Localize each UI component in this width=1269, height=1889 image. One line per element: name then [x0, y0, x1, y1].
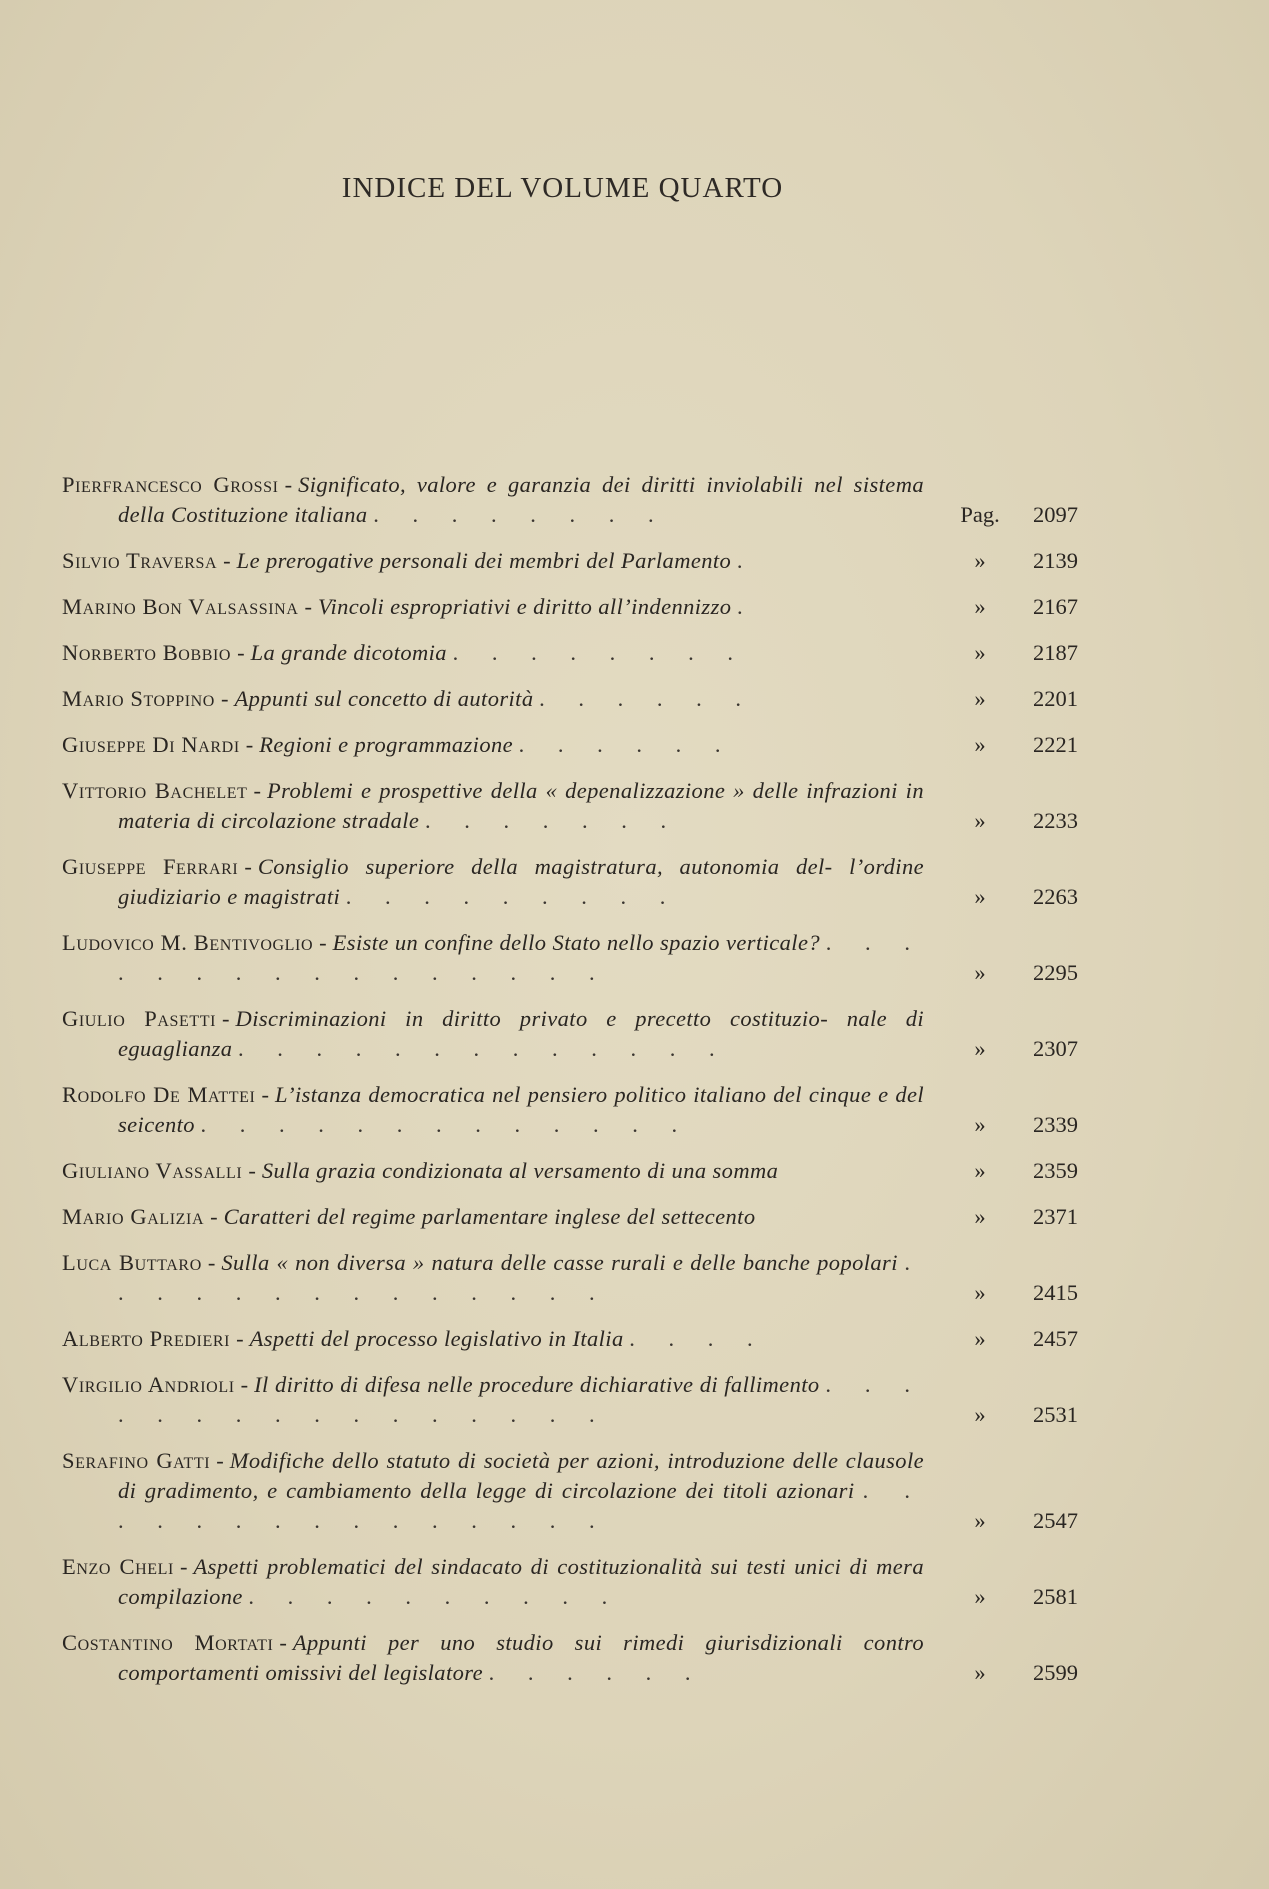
dot-leader: . . . . . . . . . . . . .: [238, 1036, 729, 1061]
entry-separator: -: [216, 1448, 224, 1473]
toc-entry-text: [62, 470, 924, 530]
toc-entry-text: [62, 730, 924, 760]
entry-author: Luca Buttaro: [62, 1250, 202, 1275]
page-label: »: [974, 1112, 986, 1137]
entry-author: Giuseppe Ferrari: [62, 854, 239, 879]
toc-entry-text: [62, 1248, 924, 1308]
toc-entry: [62, 1156, 1082, 1186]
toc-entry: [62, 684, 1082, 714]
toc-entry: [62, 470, 1082, 530]
dot-leader: . . . . . . . . . . . . .: [200, 1112, 692, 1137]
entry-title: Regioni e programmazione: [259, 732, 514, 757]
entry-separator: -: [223, 548, 231, 573]
entry-separator: -: [179, 1554, 188, 1579]
entry-author: Enzo Cheli: [62, 1554, 174, 1579]
page-number: 2457: [1033, 1326, 1078, 1351]
dot-leader: . . . . . .: [539, 686, 755, 711]
toc-entry: [62, 1446, 1082, 1536]
toc-entry-text: [62, 1156, 924, 1186]
entry-author: Costantino Mortati: [62, 1630, 274, 1655]
entry-title: Aspetti del processo legislativo in Italia: [249, 1326, 624, 1351]
toc-entry: [62, 1370, 1082, 1430]
dot-leader: . . . . . . . . . .: [248, 1584, 622, 1609]
entry-author: Giuliano Vassalli: [62, 1158, 243, 1183]
toc-entry-text: [62, 1628, 924, 1688]
page-number: 2139: [1033, 548, 1078, 573]
entry-title: Aspetti problematici del sindacato di costituzionalità sui testi unici di mera compilazione: [118, 1554, 924, 1609]
entry-title: Le prerogative personali dei membri del Parlamento: [236, 548, 732, 573]
dot-leader: .: [736, 548, 757, 573]
page-number: 2415: [1033, 1280, 1078, 1305]
page-label: »: [974, 1584, 986, 1609]
page-number: 2167: [1033, 594, 1078, 619]
entry-title: Modifiche dello statuto di società per azioni, introduzione delle clausole di gradimento, e cambiamento della legge di circolazione dei titoli azionari: [118, 1448, 924, 1503]
page-label: »: [974, 1280, 986, 1305]
entry-author: Pierfrancesco Grossi: [62, 472, 279, 497]
toc-entry: [62, 1004, 1082, 1064]
entry-title: Vincoli espropriativi e diritto all’indennizzo: [318, 594, 732, 619]
entry-title: Consiglio superiore della magistratura, autonomia del- l’ordine giudiziario e magistrati: [118, 854, 924, 909]
entry-title: Sulla grazia condizionata al versamento di una somma: [261, 1158, 779, 1183]
toc-entry-text: [62, 1370, 924, 1430]
entry-separator: -: [248, 1158, 256, 1183]
dot-leader: . . . . . .: [518, 732, 735, 757]
entry-title: Esiste un confine dello Stato nello spazio verticale?: [332, 930, 820, 955]
toc-entry-text: [62, 1202, 924, 1232]
dot-leader: . . . . . . . . . . . . . . . .: [118, 1372, 925, 1427]
page-number: 2339: [1033, 1112, 1078, 1137]
entry-separator: -: [279, 1630, 287, 1655]
entry-separator: -: [253, 778, 262, 803]
entry-author: Mario Stoppino: [62, 686, 215, 711]
page-number: 2295: [1033, 960, 1078, 985]
entry-separator: -: [319, 930, 327, 955]
toc-entry-text: [62, 592, 924, 622]
toc-entry-text: [62, 776, 924, 836]
entry-separator: -: [261, 1082, 269, 1107]
page-number: 2263: [1033, 884, 1078, 909]
page-label: »: [974, 1326, 986, 1351]
page-number: 2221: [1033, 732, 1078, 757]
page-label: »: [974, 960, 986, 985]
page-number: 2359: [1033, 1158, 1078, 1183]
entry-separator: -: [207, 1250, 216, 1275]
toc-entry-text: [62, 546, 924, 576]
toc-entry-text: [62, 638, 924, 668]
entry-title: Sulla « non diversa » natura delle casse rurali e delle banche popolari: [221, 1250, 898, 1275]
dot-leader: . . . . . . . .: [373, 502, 668, 527]
page-number: 2581: [1033, 1584, 1078, 1609]
entry-author: Virgilio Andrioli: [62, 1372, 235, 1397]
page-label: »: [974, 808, 986, 833]
entry-author: Marino Bon Valsassina: [62, 594, 299, 619]
page-number: 2547: [1033, 1508, 1078, 1533]
entry-separator: -: [222, 1006, 230, 1031]
entry-separator: -: [245, 732, 254, 757]
toc-entry-text: [62, 684, 924, 714]
entry-title: L’istanza democratica nel pensiero politico italiano del cinque e del seicento: [118, 1082, 925, 1137]
entry-author: Ludovico M. Bentivoglio: [62, 930, 314, 955]
toc-entry-text: [62, 1004, 924, 1064]
toc-entry: [62, 1202, 1082, 1232]
entry-separator: -: [236, 1326, 244, 1351]
page-label: »: [974, 594, 986, 619]
dot-leader: . . . . . . . . .: [345, 884, 680, 909]
toc-entry: [62, 928, 1082, 988]
entry-author: Giuseppe Di Nardi: [62, 732, 240, 757]
entry-title: Caratteri del regime parlamentare inglese del settecento: [223, 1204, 756, 1229]
page-label: »: [974, 640, 986, 665]
entry-author: Vittorio Bachelet: [62, 778, 248, 803]
page-number: 2097: [1033, 502, 1078, 527]
page-number: 2599: [1033, 1660, 1078, 1685]
toc-entry-text: [62, 928, 924, 988]
entry-separator: -: [240, 1372, 249, 1397]
entry-author: Giulio Pasetti: [62, 1006, 217, 1031]
entry-author: Alberto Predieri: [62, 1326, 231, 1351]
dot-leader: . . . . . .: [488, 1660, 705, 1685]
entry-title: Discriminazioni in diritto privato e precetto costituzio- nale di eguaglianza: [118, 1006, 925, 1061]
toc-entry: [62, 776, 1082, 836]
toc-entry-text: [62, 1080, 924, 1140]
toc-entry: [62, 1080, 1082, 1140]
entry-author: Silvio Traversa: [62, 548, 218, 573]
toc-entry: [62, 1552, 1082, 1612]
entry-separator: -: [304, 594, 312, 619]
toc-entry: [62, 592, 1082, 622]
toc-entry: [62, 1628, 1082, 1688]
entry-separator: -: [284, 472, 293, 497]
page-label: »: [974, 686, 986, 711]
page-number: 2187: [1033, 640, 1078, 665]
dot-leader: . . . . . . . . . . . . . .: [118, 1250, 924, 1305]
entry-title: La grande dicotomia: [250, 640, 447, 665]
toc-entry-text: [62, 1552, 924, 1612]
toc-entry: [62, 638, 1082, 668]
toc-entry-text: [62, 852, 924, 912]
dot-leader: . . . . . . . . . . . . . . .: [118, 1478, 925, 1533]
table-of-contents: [62, 470, 1082, 1704]
entry-title: Problemi e prospettive della « depenalizzazione » delle infrazioni in materia di circolazione stradale: [118, 778, 924, 833]
entry-author: Norberto Bobbio: [62, 640, 232, 665]
toc-entry: [62, 1324, 1082, 1354]
page-label: »: [974, 1204, 986, 1229]
dot-leader: . . . . . . .: [424, 808, 681, 833]
entry-author: Mario Galizia: [62, 1204, 205, 1229]
entry-separator: -: [210, 1204, 218, 1229]
toc-entry: [62, 1248, 1082, 1308]
toc-entry: [62, 546, 1082, 576]
entry-separator: -: [237, 640, 245, 665]
entry-author: Serafino Gatti: [62, 1448, 211, 1473]
page-label: »: [974, 1036, 986, 1061]
dot-leader: . . . . . . . .: [452, 640, 747, 665]
page-number: 2531: [1033, 1402, 1078, 1427]
entry-separator: -: [220, 686, 229, 711]
page-number: 2233: [1033, 808, 1078, 833]
page-label: »: [974, 1158, 986, 1183]
dot-leader: . . . .: [629, 1326, 767, 1351]
toc-entry: [62, 852, 1082, 912]
toc-entry-text: [62, 1324, 924, 1354]
page-label: Pag.: [960, 502, 1000, 527]
page-number: 2371: [1033, 1204, 1078, 1229]
entry-separator: -: [244, 854, 252, 879]
page-label: »: [974, 548, 986, 573]
entry-title: Appunti sul concetto di autorità: [234, 686, 534, 711]
page-label: »: [974, 1508, 986, 1533]
page-label: »: [974, 1402, 986, 1427]
toc-entry: [62, 730, 1082, 760]
page-number: 2201: [1033, 686, 1078, 711]
toc-entry-text: [62, 1446, 924, 1536]
entry-title: Appunti per uno studio sui rimedi giurisdizionali contro comportamenti omissivi del legislatore: [118, 1630, 924, 1685]
entry-title: Significato, valore e garanzia dei diritti inviolabili nel sistema della Costituzione italiana: [118, 472, 924, 527]
page-label: »: [974, 732, 986, 757]
entry-title: Il diritto di difesa nelle procedure dichiarative di fallimento: [254, 1372, 820, 1397]
entry-author: Rodolfo De Mattei: [62, 1082, 256, 1107]
page-title: INDICE DEL VOLUME QUARTO: [341, 172, 784, 204]
page-label: »: [974, 884, 986, 909]
dot-leader: . . . . . . . . . . . . . . . .: [118, 930, 925, 985]
dot-leader: .: [737, 594, 757, 619]
page-number: 2307: [1033, 1036, 1078, 1061]
page-label: »: [974, 1660, 986, 1685]
